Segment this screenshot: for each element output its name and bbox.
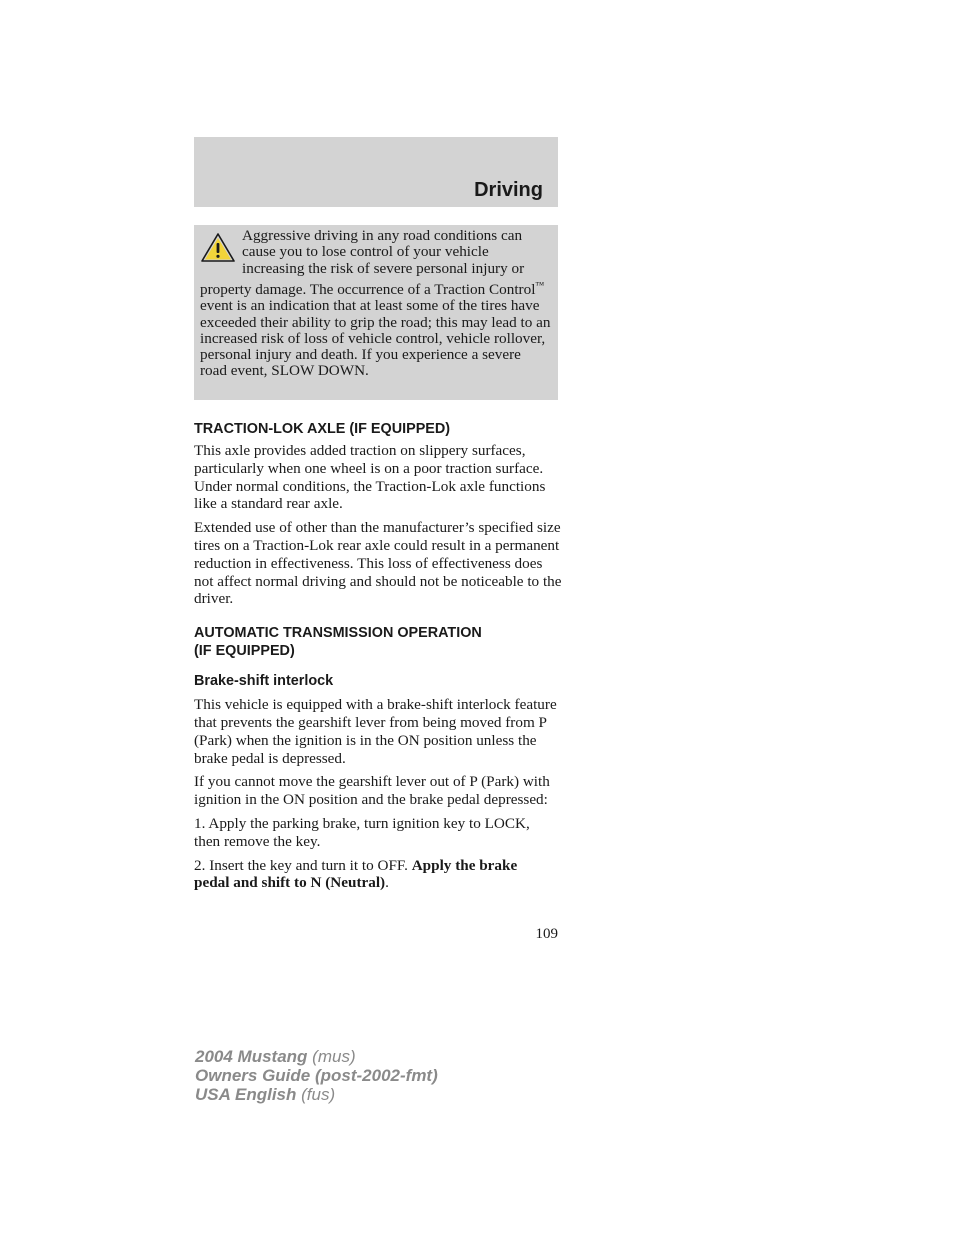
warning-triangle-icon — [200, 232, 236, 264]
step-1: 1. Apply the parking brake, turn ignition key to LOCK, then remove the key. — [194, 814, 530, 850]
trademark-symbol: ™ — [535, 279, 545, 290]
traction-lok-paragraph-2: Extended use of other than the manufacturer’s specified size tires on a Traction-Lok rear axle could result in a permanent reduction in effectiveness. This loss of effectiveness does not affect normal driving and should not be noticeable to the driver. — [194, 519, 562, 608]
brake-shift-subheading: Brake-shift interlock — [194, 673, 334, 690]
footer-line-3 — [195, 1085, 438, 1104]
transmission-heading — [194, 624, 564, 660]
main-content — [194, 420, 564, 898]
page-number: 109 — [535, 926, 558, 942]
brake-shift-paragraph-2: If you cannot move the gearshift lever out of P (Park) with ignition in the ON position and the brake pedal depressed: — [194, 773, 550, 809]
footer-language: USA English — [195, 1085, 297, 1104]
warning-text-part1: Aggressive driving in any road conditions can cause you to lose control of your vehicle increasing the risk of severe personal injury or property damage. The occurrence of a Traction Control — [200, 227, 536, 298]
section-header-band — [194, 137, 558, 207]
warning-box — [194, 225, 558, 400]
step-2-end: . — [385, 874, 389, 892]
brake-shift-paragraph-1: This vehicle is equipped with a brake-shift interlock feature that prevents the gearshift lever from being moved from P (Park) when the ignition is in the ON position unless the brake pedal is depressed. — [194, 696, 557, 767]
footer-guide: Owners Guide (post-2002-fmt) — [195, 1066, 438, 1085]
step-2 — [194, 857, 534, 893]
warning-text-part2: event is an indication that at least some of the tires have exceeded their ability to grip the road; this may lead to an increased risk of loss of vehicle control, vehicle rollover, personal injury and death. If you experience a severe road event, SLOW DOWN. — [200, 297, 551, 380]
footer-line-2 — [195, 1066, 438, 1085]
traction-lok-paragraph-1: This axle provides added traction on slippery surfaces, particularly when one wheel is on a poor traction surface. Under normal conditions, the Traction-Lok axle functions like a standard rear axle. — [194, 442, 546, 513]
warning-text — [200, 228, 551, 380]
footer-model: 2004 Mustang — [195, 1047, 308, 1066]
step-2-bold-text: Apply the brake pedal and shift to N (Neutral) — [194, 856, 518, 892]
footer-model-code: (mus) — [307, 1047, 356, 1066]
footer-line-1 — [195, 1047, 438, 1066]
document-footer — [195, 1047, 438, 1104]
transmission-heading-line1: AUTOMATIC TRANSMISSION OPERATION — [194, 625, 482, 642]
step-2-text: 2. Insert the key and turn it to OFF. — [194, 856, 412, 874]
section-title: Driving — [474, 179, 543, 201]
traction-lok-heading: TRACTION-LOK AXLE (IF EQUIPPED) — [194, 421, 451, 437]
footer-language-code: (fus) — [296, 1085, 336, 1104]
transmission-heading-line2: (IF EQUIPPED) — [194, 643, 295, 660]
